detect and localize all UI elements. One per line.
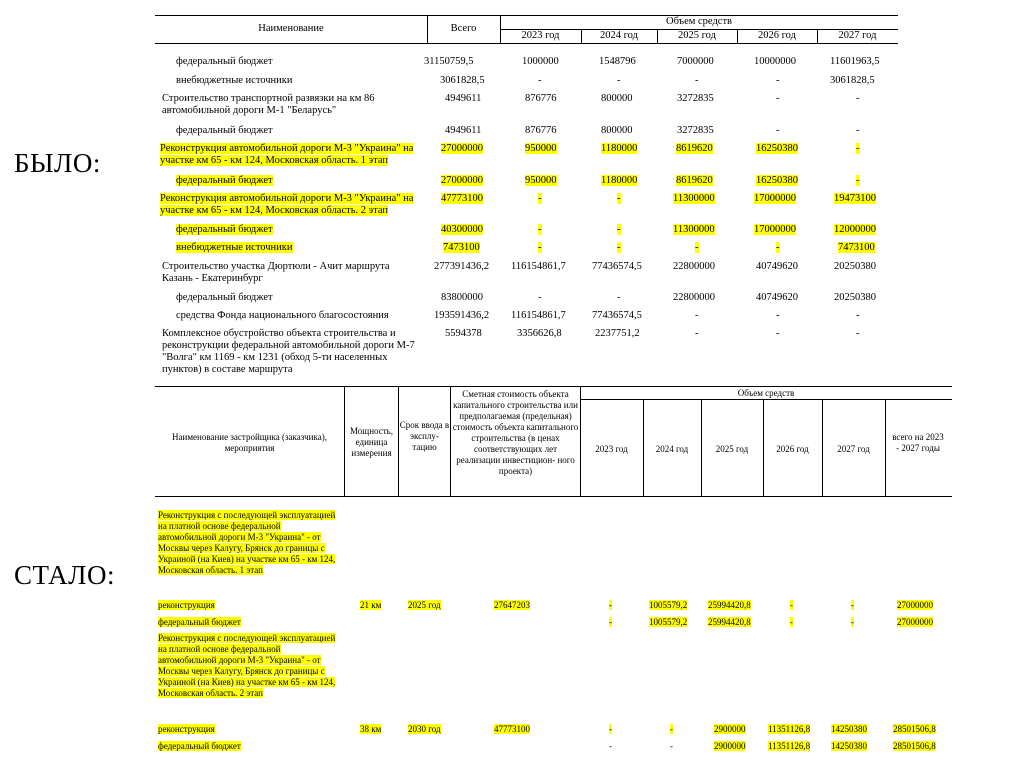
cell-2024: 1180000 <box>601 143 638 154</box>
row-name: федеральный бюджет <box>176 125 273 136</box>
bottom-header-year: 2024 год <box>655 444 689 454</box>
bottom-header-volume: Объем средств <box>737 388 795 398</box>
row-deadline: 2030 год <box>408 724 441 734</box>
cell-2026: 16250380 <box>756 143 798 154</box>
row-name: внебюджетные источники <box>176 75 293 86</box>
cell-2027: 20250380 <box>834 261 876 272</box>
row-name: федеральный бюджет <box>158 741 241 751</box>
row-name: реконструкция <box>158 600 215 610</box>
bottom-header-year: 2027 год <box>837 444 870 454</box>
cell-2023: - <box>609 724 612 734</box>
row-total: 277391436,2 <box>434 261 490 272</box>
cell-2025: 11300000 <box>673 193 715 204</box>
cell-2027: - <box>856 310 860 321</box>
cell-2026: 17000000 <box>754 224 796 235</box>
bottom-header-deadline: Срок ввода в эксплу- тацию <box>399 420 450 452</box>
top-header-name: Наименование <box>258 23 324 34</box>
label-before: БЫЛО: <box>14 148 101 178</box>
row-total: 28501506,8 <box>893 741 936 751</box>
cell-2025: 8619620 <box>676 175 713 186</box>
cell-2024: - <box>617 193 621 204</box>
row-name <box>160 193 422 217</box>
cell-2025: 25994420,8 <box>708 617 751 627</box>
cell-2027: - <box>856 328 860 339</box>
cell-2026: 11351126,8 <box>768 724 811 734</box>
cell-2023: 116154861,7 <box>511 261 566 272</box>
cell-2025: 22800000 <box>673 292 715 303</box>
row-total: 4949611 <box>445 93 482 104</box>
cell-2023: 876776 <box>525 125 557 136</box>
cell-2027: - <box>856 125 860 136</box>
cell-2025: 22800000 <box>673 261 715 272</box>
cell-2026: - <box>776 328 780 339</box>
row-total: 27000000 <box>897 600 933 610</box>
row-total: 27000000 <box>441 143 483 154</box>
cell-2023: - <box>609 617 612 627</box>
row-total: 83800000 <box>441 292 483 303</box>
cell-2027: - <box>851 617 854 627</box>
top-header-year: 2024 год <box>600 30 638 41</box>
cell-2024: - <box>617 242 621 253</box>
row-name-text: Реконструкция с последующей эксплуатацией на платной основе федеральной автомобильной дороги М-3 "Украина" - от Москвы через Калугу, Брянск до границы с Украиной (на Киев) на участке км 65 - км 124, Московская область. 1 этап <box>158 510 336 575</box>
bottom-header-total: всего на 2023 - 2027 годы <box>892 432 944 453</box>
cell-2025: 3272835 <box>677 93 714 104</box>
cell-2027: 20250380 <box>834 292 876 303</box>
cell-2026: - <box>776 242 780 253</box>
cell-2025: - <box>695 242 699 253</box>
row-name <box>158 633 340 699</box>
bottom-header-year: 2023 год <box>595 444 628 454</box>
row-name: Строительство участка Дюртюли - Ачит маршрута Казань - Екатеринбург <box>162 261 390 284</box>
cell-2026: 40749620 <box>756 292 798 303</box>
top-header-year: 2026 год <box>758 30 796 41</box>
label-after: СТАЛО: <box>14 560 115 590</box>
cell-2027: - <box>856 93 860 104</box>
cell-2025: 8619620 <box>676 143 713 154</box>
row-total: 193591436,2 <box>434 310 490 321</box>
row-capacity: 21 км <box>360 600 382 610</box>
cell-2025: 25994420,8 <box>708 600 751 610</box>
row-name: реконструкция <box>158 724 215 734</box>
row-name <box>158 510 340 576</box>
row-name-text: Реконструкция с последующей эксплуатацией на платной основе федеральной автомобильной дороги М-3 "Украина" - от Москвы через Калугу, Брянск до границы с Украиной (на Киев) на участке км 65 - км 124, Московская область. 2 этап <box>158 633 336 698</box>
cell-2023: - <box>538 193 542 204</box>
cell-2027: 12000000 <box>834 224 876 235</box>
row-name: федеральный бюджет <box>176 292 273 303</box>
cell-2025: 7000000 <box>677 56 714 67</box>
top-header-year: 2027 год <box>838 30 877 41</box>
cell-2026: - <box>790 617 793 627</box>
row-total: 5594378 <box>445 328 482 339</box>
row-deadline: 2025 год <box>408 600 441 610</box>
cell-2025: 2900000 <box>714 741 746 751</box>
row-name: Строительство транспортной развязки на км 86 автомобильной дороги М-1 "Беларусь" <box>162 93 375 116</box>
cell-2023: - <box>538 242 542 253</box>
cell-2024: - <box>617 224 621 235</box>
cell-2027: - <box>851 600 854 610</box>
cell-2025: 2900000 <box>714 724 746 734</box>
cell-2027: 7473100 <box>838 242 875 253</box>
top-header-year: 2023 год <box>521 30 560 41</box>
cell-2026: - <box>776 310 780 321</box>
cell-2024: 1548796 <box>599 56 636 67</box>
bottom-header-year: 2025 год <box>715 444 749 454</box>
row-name: федеральный бюджет <box>158 617 241 627</box>
cell-2024: - <box>670 724 673 734</box>
bottom-header-capacity: Мощность, единица измерения <box>349 426 394 458</box>
cell-2026: 17000000 <box>754 193 796 204</box>
row-cost: 47773100 <box>494 724 530 734</box>
row-name: внебюджетные источники <box>176 242 293 253</box>
cell-2023: - <box>538 292 542 303</box>
row-total: 27000000 <box>441 175 483 186</box>
top-header-total: Всего <box>450 23 477 34</box>
top-header-volume: Объем средств <box>665 16 732 27</box>
row-name: Комплексное обустройство объекта строительства и реконструкции федеральной автомобильной дороги М-7 "Волга" км 1169 - км 1231 (обход 5-ти населенных пунктов) в составе маршрута <box>162 328 415 375</box>
cell-2023: 876776 <box>525 93 557 104</box>
cell-2023: 3356626,8 <box>517 328 562 339</box>
bottom-header-cost: Сметная стоимость объекта капитального строительства или предполагаемая (предельная) стоимость объекта капитального строительства (в ценах соответствующих лет реализации инвестицион- ного проекта) <box>452 389 579 476</box>
cell-2023: - <box>609 600 612 610</box>
top-header-year: 2025 год <box>678 30 716 41</box>
cell-2026: - <box>776 125 780 136</box>
cell-2023: 950000 <box>525 143 557 154</box>
row-total: 47773100 <box>441 193 483 204</box>
cell-2024: 1005579,2 <box>649 600 688 610</box>
cell-2024: 800000 <box>601 125 633 136</box>
cell-2023: - <box>538 75 542 86</box>
cell-2023: 116154861,7 <box>511 310 566 321</box>
cell-2026: 40749620 <box>756 261 798 272</box>
row-total: 31150759,5 <box>424 56 474 67</box>
cell-2024: 1005579,2 <box>649 617 688 627</box>
row-name: средства Фонда национального благосостояния <box>176 310 389 321</box>
cell-2027: 11601963,5 <box>830 56 880 67</box>
cell-2024: 77436574,5 <box>592 310 642 321</box>
cell-2024: 77436574,5 <box>592 261 642 272</box>
cell-2027: - <box>856 143 860 154</box>
cell-2023: 1000000 <box>522 56 559 67</box>
row-name-text: Реконструкция автомобильной дороги М-3 "Украина" на участке км 65 - км 124, Московская область. 2 этап <box>160 193 414 216</box>
row-name: федеральный бюджет <box>176 175 273 186</box>
cell-2024: 800000 <box>601 93 633 104</box>
row-name: федеральный бюджет <box>176 224 273 235</box>
cell-2025: 3272835 <box>677 125 714 136</box>
cell-2024: - <box>670 741 673 751</box>
cell-2026: - <box>776 93 780 104</box>
cell-2026: - <box>790 600 793 610</box>
cell-2027: - <box>856 175 860 186</box>
cell-2027: 14250380 <box>831 724 867 734</box>
cell-2027: 14250380 <box>831 741 867 751</box>
row-name: федеральный бюджет <box>176 56 273 67</box>
cell-2024: 2237751,2 <box>595 328 640 339</box>
cell-2023: 950000 <box>525 175 557 186</box>
cell-2023: - <box>538 224 542 235</box>
cell-2027: 19473100 <box>834 193 876 204</box>
cell-2027: 3061828,5 <box>830 75 875 86</box>
row-total: 27000000 <box>897 617 933 627</box>
cell-2025: - <box>695 310 699 321</box>
row-capacity: 38 км <box>360 724 382 734</box>
row-name-text: Реконструкция автомобильной дороги М-3 "Украина" на участке км 65 - км 124, Московская область. 1 этап <box>160 143 414 166</box>
bottom-header-year: 2026 год <box>776 444 809 454</box>
cell-2026: 10000000 <box>754 56 796 67</box>
cell-2024: - <box>617 292 621 303</box>
cell-2024: 1180000 <box>601 175 638 186</box>
cell-2026: 11351126,8 <box>768 741 811 751</box>
cell-2023: - <box>609 741 612 751</box>
cell-2026: 16250380 <box>756 175 798 186</box>
cell-2024: - <box>617 75 621 86</box>
cell-2025: - <box>695 328 699 339</box>
row-name <box>160 143 422 167</box>
row-total: 4949611 <box>445 125 482 136</box>
cell-2026: - <box>776 75 780 86</box>
row-total: 3061828,5 <box>440 75 485 86</box>
cell-2025: 11300000 <box>673 224 715 235</box>
row-total: 28501506,8 <box>893 724 936 734</box>
row-total: 7473100 <box>443 242 480 253</box>
row-cost: 27647203 <box>494 600 530 610</box>
bottom-header-name: Наименование застройщика (заказчика), мероприятия <box>172 432 327 453</box>
row-total: 40300000 <box>441 224 483 235</box>
cell-2025: - <box>695 75 699 86</box>
